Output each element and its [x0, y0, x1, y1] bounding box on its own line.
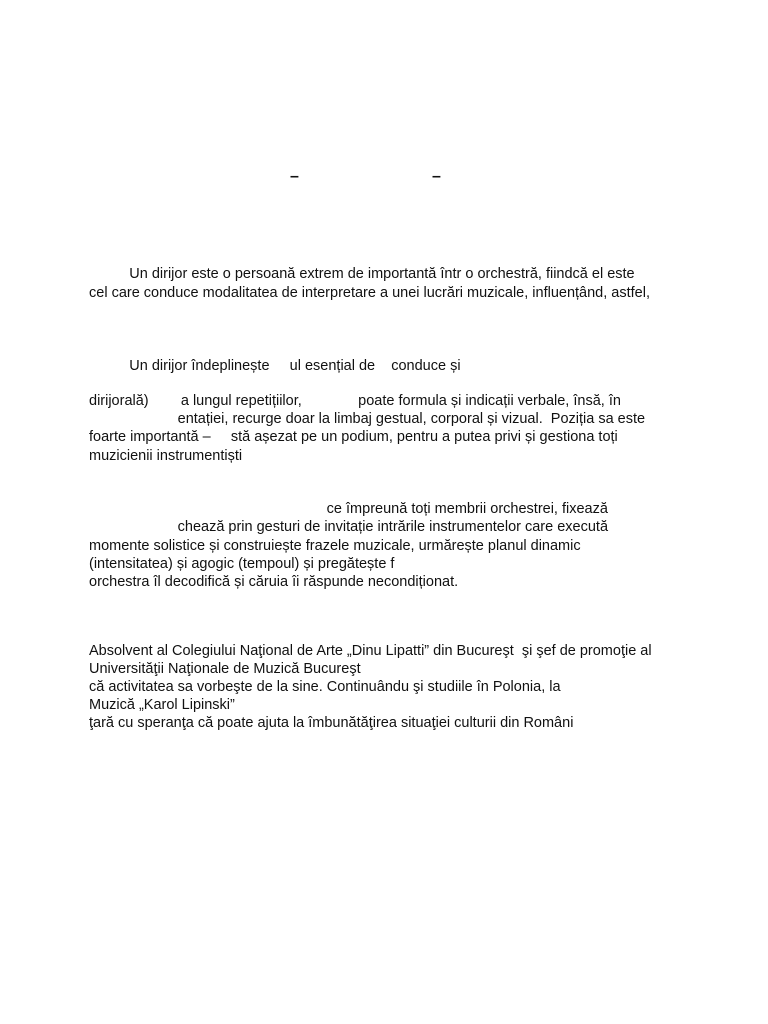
paragraph-line: Muzică „Karol Lipinski” [89, 697, 235, 713]
paragraph-line: momente solistice și construiește frazele muzicale, urmărește planul dinamic [89, 538, 581, 554]
paragraph-line: (intensitatea) și agogic (tempoul) și pregătește f [89, 556, 395, 572]
paragraph-line: Un dirijor este o persoană extrem de importantă într o orchestră, fiindcă el este [89, 266, 635, 282]
paragraph-line: cel care conduce modalitatea de interpretare a unei lucrări muzicale, influențând, astfel, [89, 285, 650, 301]
paragraph-line: orchestra îl decodifică și căruia îi răspunde necondiționat. [89, 574, 459, 590]
paragraph-line: dirijorală) a lungul repetițiilor, poate formula și indicații verbale, însă, în [89, 393, 621, 409]
paragraph-line: chează prin gesturi de invitație intrările instrumentelor care execută [89, 519, 609, 535]
paragraph-line: ce împreună toți membrii orchestrei, fixează [89, 501, 608, 517]
paragraph-line: Un dirijor îndeplinește ul esențial de conduce și [89, 358, 461, 374]
paragraph-line: Universităţii Naţionale de Muzică Bucureşt [89, 661, 361, 677]
paragraph-line: foarte importantă – stă așezat pe un podium, pentru a putea privi și gestiona toți [89, 429, 618, 445]
paragraph-line: Absolvent al Colegiului Naţional de Arte „Dinu Lipatti” din Bucureşt şi şef de promoţie al [89, 643, 652, 659]
paragraph-line: că activitatea sa vorbeşte de la sine. Continuându şi studiile în Polonia, la [89, 679, 561, 695]
title-dash-right: – [432, 168, 441, 185]
title-dash-left: – [290, 168, 299, 185]
paragraph-line: ţară cu speranţa că poate ajuta la îmbunătăţirea situaţiei culturii din Români [89, 715, 574, 731]
paragraph-line: entației, recurge doar la limbaj gestual, corporal și vizual. Poziția sa este [89, 411, 646, 427]
paragraph-line: muzicienii instrumentiști [89, 448, 243, 464]
